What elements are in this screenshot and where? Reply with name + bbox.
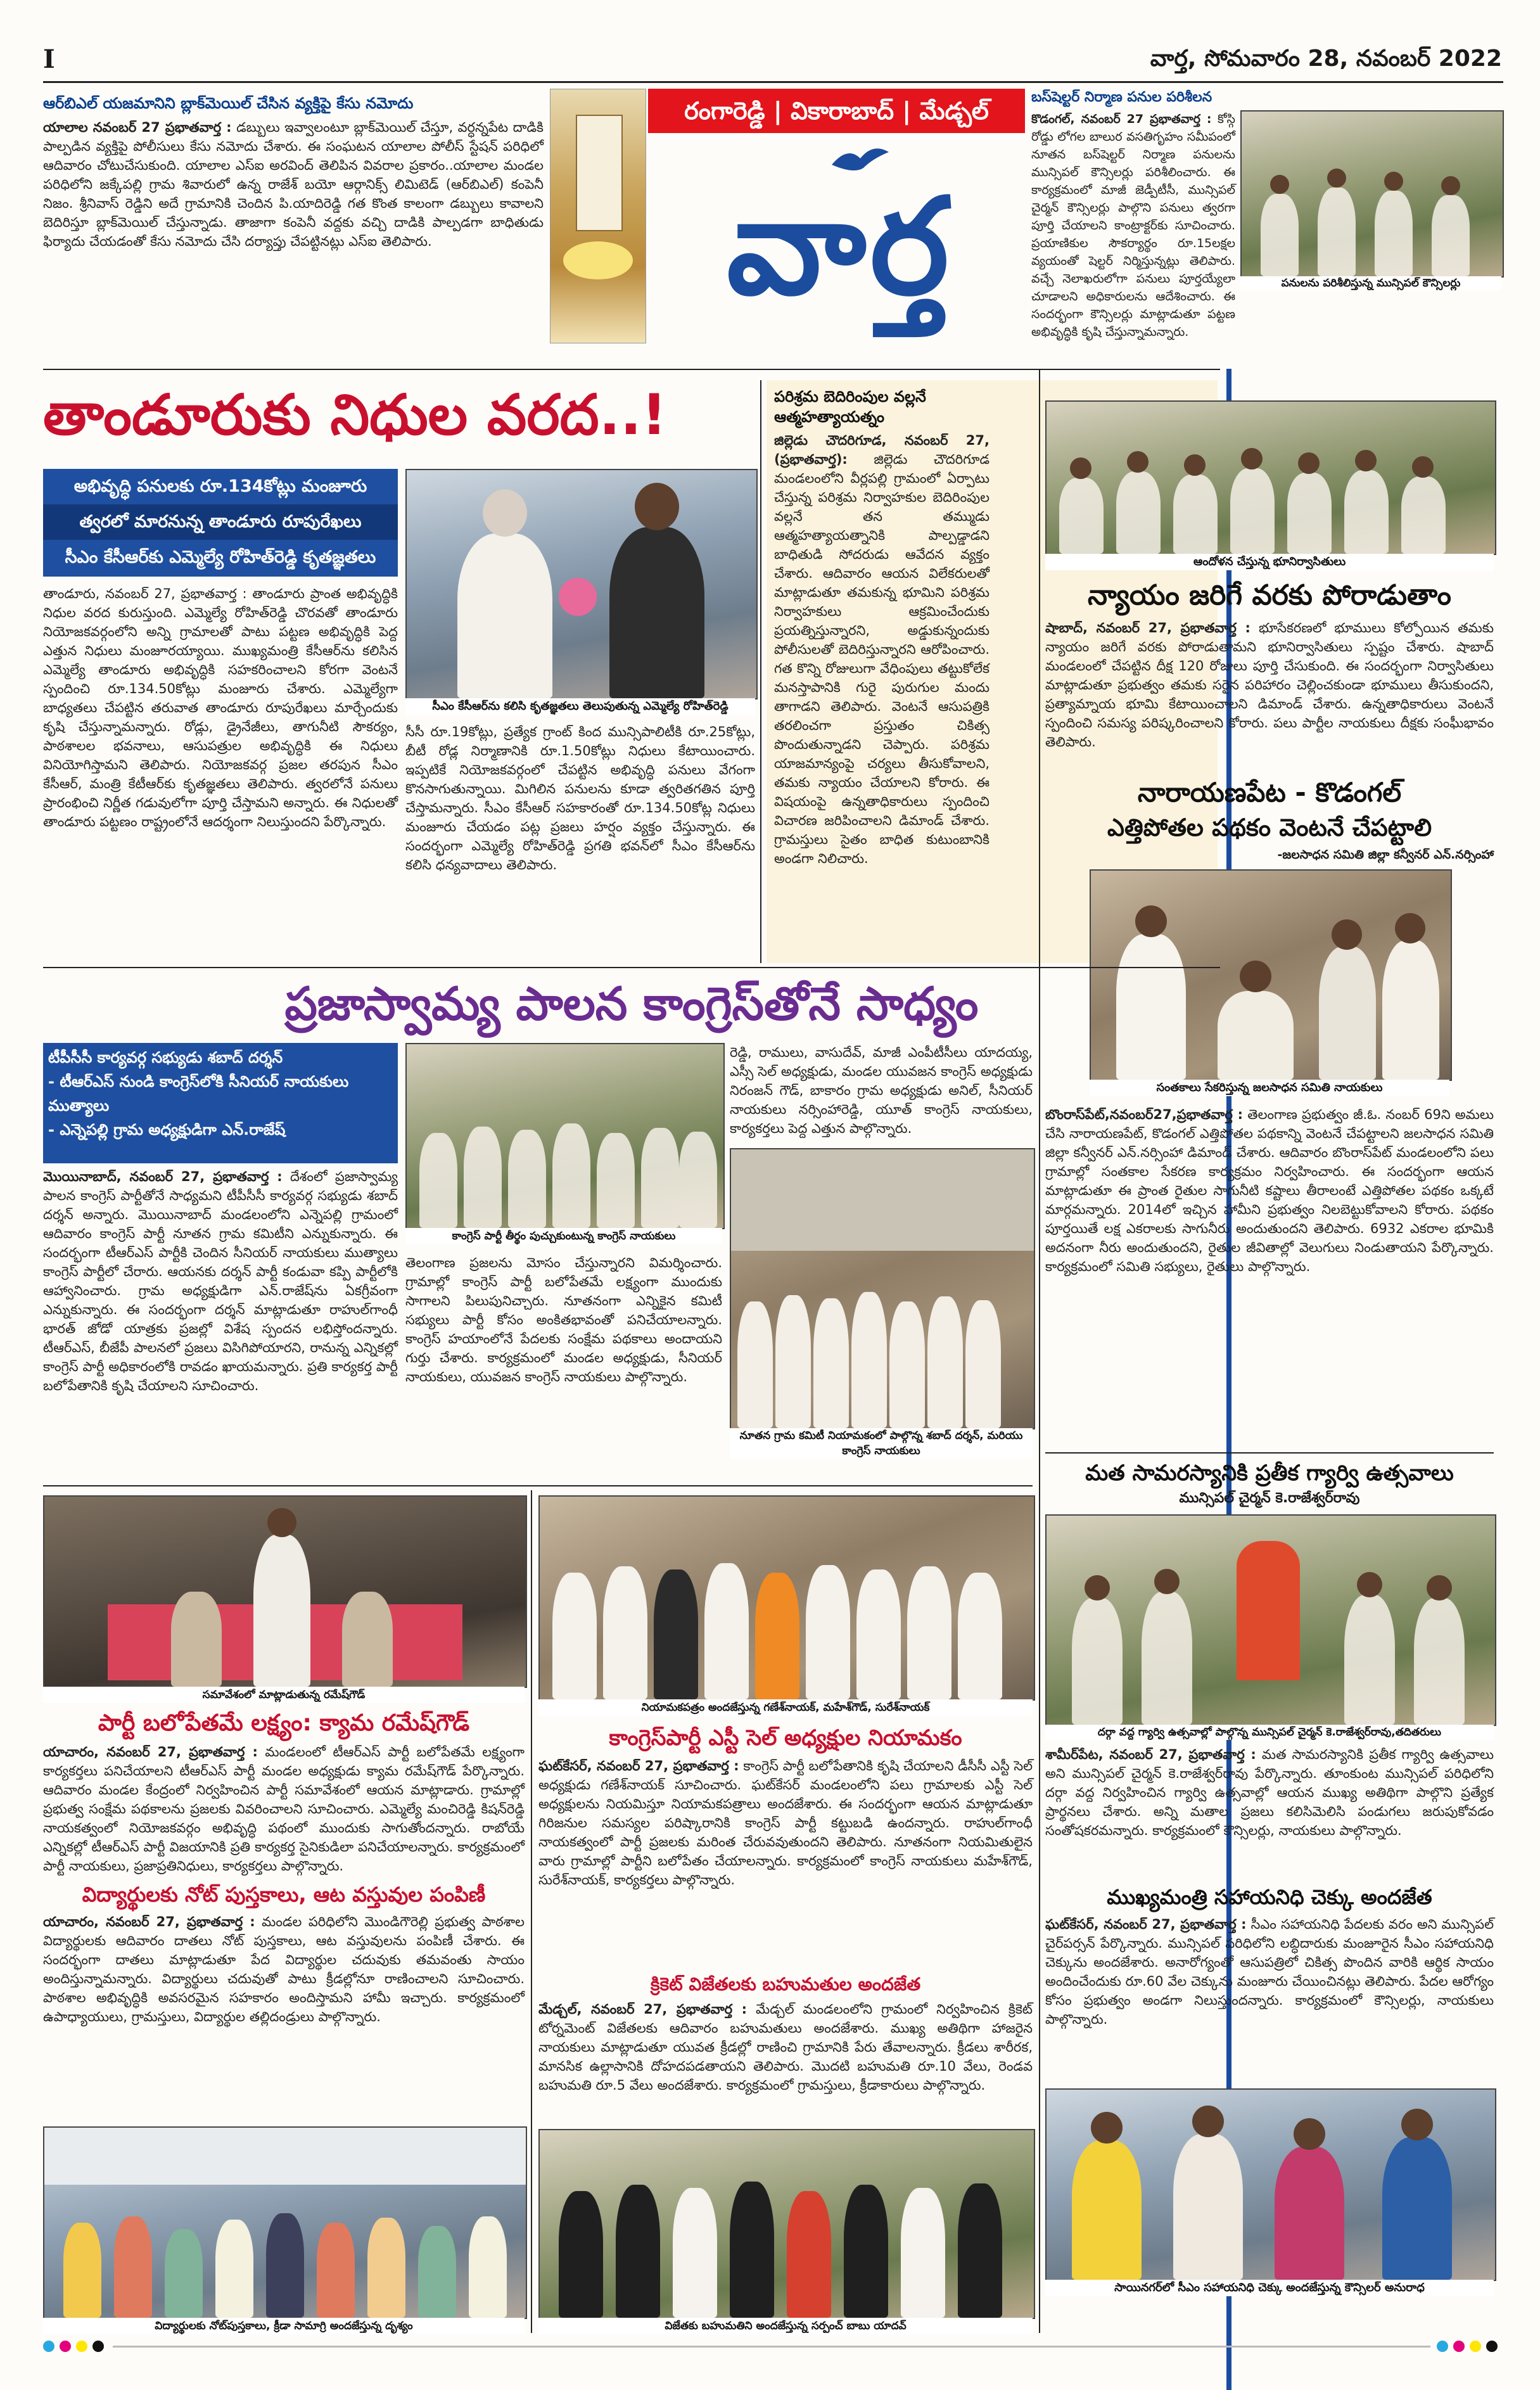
appoint-body bbox=[538, 1756, 1033, 1969]
lead-text-left: తాండూరు, నవంబర్ 27, ప్రభాతవార్త : తాండూరు ప్రాంత అభివృద్ధికి నిధుల వరద కురుస్తుంది. ఎమ్మెల్యే రోహిత్‌రెడ్డి చొరవతో తాండూరు నియోజకవర్గంలోని అన్ని గ్రామాలతో పాటు పట్టణ అభివృద్ధికి పెద్ద ఎత్తున నిధులు మంజూరయ్యాయి. ముఖ్యమంత్రి కేసీఆర్‌ను కలిసిన ఎమ్మెల్యే తాండూరు అభివృద్ధికి సహకరించాలని కోరగా వెంటనే స్పందించి రూ.134.50కోట్లు మంజూరు చేశారు. ఎమ్మెల్యేగా బాధ్యతలు చేపట్టిన తరువాత తాండూరు రూపురేఖలు మార్చేందుకు కృషి చేస్తున్నామన్నారు. రోడ్లు, డ్రైనేజీలు, తాగునీటి సౌకర్యం, పాఠశాలల భవనాలు, ఆసుపత్రుల అభివృద్ధికి ఈ నిధులు వినియోగిస్తామని తెలిపారు. నియోజకవర్గ ప్రజల తరపున సీఎం కేసీఆర్, మంత్రి కేటీఆర్‌కు కృతజ్ఞతలు తెలిపారు. త్వరలోనే పనులు ప్రారంభించి నిర్ణీత గడువులోగా పూర్తి చేస్తామని అన్నారు. ఈ నిధులతో తాండూరు పట్టణం రాష్ట్రంలోనే ఆదర్శంగా నిలుస్తుందని పేర్కొన్నారు. bbox=[43, 586, 398, 829]
cricket-photo bbox=[538, 2129, 1035, 2319]
books-caption: విద్యార్థులకు నోట్‌పుస్తకాలు, క్రీడా సామాగ్రి అందజేస్తున్న దృశ్యం bbox=[43, 2318, 525, 2334]
lead-body-left bbox=[43, 584, 398, 964]
narayanpet-headline-1: నారాయణపేట - కొడంగల్ bbox=[1137, 777, 1402, 808]
ramesh-dateline: యాచారం, నవంబర్ 27, ప్రభాతవార్త : bbox=[43, 1744, 258, 1760]
narayanpet-body bbox=[1045, 1105, 1494, 1447]
cmrf-caption: సాయినగర్‌లో సీఎం సహాయనిధి చెక్కు అందజేస్తున్న కౌన్సిలర్ అనురాధ bbox=[1045, 2280, 1494, 2296]
top-right-photo bbox=[1240, 110, 1504, 278]
congress-body-col1 bbox=[43, 1167, 398, 1484]
top-left-text: డబ్బులు ఇవ్వాలంటూ బ్లాక్‌మెయిల్ చేస్తూ, వర్ధన్నపేట దాడికి పాల్పడిన వ్యక్తిపై పోలీసులు కేసు నమోదు చేశారు. ఈ సంఘటన యాలాల పోలీస్ స్టేషన్ పరిధిలో ఆదివారం చోటుచేసుకుంది. యాలాల ఎస్ఐ అరవింద్ తెలిపిన వివరాల ప్రకారం..యాలాల మండల పరిధిలోని జక్కేపల్లి గ్రామ శివారులో ఉన్న రాజేశ్ బయో ఆర్గానిక్స్ లిమిటెడ్ (ఆర్‌బిఎల్) కంపెనీ నిజం. శ్రీనివాస్ రెడ్డిని అదే గ్రామానికి చెందిన పి.యాదిరెడ్డి గత కొంత కాలంగా డబ్బులు కావాలని బెదిరిస్తూ బ్లాక్‌మెయిల్ చేస్తున్నాడు. తాజాగా కంపెనీ వద్దకు వచ్చి దాడికి పాల్పడగా బాధితుడు ఫిర్యాదు చేయడంతో కేసు నమోదు చేసి దర్యాప్తు చేపట్టినట్లు ఎస్ఐ తెలిపారు. bbox=[43, 120, 544, 249]
protest-body bbox=[1045, 618, 1494, 770]
top-right-dateline: కొడంగల్, నవంబర్ 27 ప్రభాతవార్త : bbox=[1031, 112, 1212, 126]
narayanpet-dateline: బొంరాస్‌పేట్,నవంబర్27,ప్రభాతవార్త : bbox=[1045, 1107, 1244, 1122]
ramesh-headline: పార్టీ బలోపేతమే లక్ష్యం: క్యామ రమేష్‌గౌడ్ bbox=[98, 1710, 470, 1736]
guru-photo bbox=[1045, 1514, 1496, 1726]
congress-deck bbox=[43, 1043, 398, 1163]
farmer-body bbox=[774, 431, 990, 957]
ramesh-text: మండలంలో టీఆర్ఎస్ పార్టీ బలోపేతమే లక్ష్యంగా కార్యకర్తలు పనిచేయాలని టీఆర్ఎస్ పార్టీ మండల అధ్యక్షుడు క్యామ రమేష్‌గౌడ్ పేర్కొన్నారు. ఆదివారం మండల కేంద్రంలో నిర్వహించిన పార్టీ సమావేశంలో ఆయన మాట్లాడారు. గ్రామాల్లో ప్రభుత్వ సంక్షేమ పథకాలను ప్రజలకు వివరించాలని సూచించారు. ఎమ్మెల్యే మంచిరెడ్డి కిషన్‌రెడ్డి నాయకత్వంలో నియోజకవర్గం అభివృద్ధి పథంలో ముందుకు సాగుతోందన్నారు. రాబోయే ఎన్నికల్లో టీఆర్ఎస్ పార్టీ విజయానికి ప్రతి కార్యకర్త సైనికుడిలా పనిచేయాలన్నారు. కార్యక్రమంలో పార్టీ నాయకులు, ప్రజాప్రతినిధులు, కార్యకర్తలు పాల్గొన్నారు. bbox=[43, 1744, 525, 1874]
appoint-text: కాంగ్రెస్ పార్టీ బలోపేతానికి కృషి చేయాలని డీసీసీ ఎస్టీ సెల్ అధ్యక్షుడు గణేశ్‌నాయక్ సూచించారు. ఘట్‌కేసర్ మండలంలోని పలు గ్రామాలకు ఎస్టీ సెల్ అధ్యక్షులను నియమిస్తూ నియామకపత్రాలు అందజేశారు. ఈ సందర్భంగా ఆయన మాట్లాడుతూ గిరిజనుల సమస్యల పరిష్కారానికి కాంగ్రెస్ పార్టీ కట్టుబడి ఉందన్నారు. రాహుల్‌గాంధీ నాయకత్వంలో పార్టీ ప్రజలకు మరింత చేరువవుతుందని తెలిపారు. నూతనంగా నియమితులైన వారు గ్రామాల్లో పార్టీని బలోపేతం చేయాలన్నారు. కార్యక్రమంలో కాంగ్రెస్ నాయకులు మహేశ్‌గౌడ్, సురేశ్‌నాయక్, కార్యకర్తలు పాల్గొన్నారు. bbox=[538, 1758, 1033, 1888]
congress-deck-line-3: - ఎన్నెపల్లి గ్రామ అధ్యక్షుడిగా ఎన్.రాజేష్ bbox=[48, 1121, 286, 1139]
guru-byline: మున్సిపల్ చైర్మన్ కె.రాజేశ్వర్‌రావు bbox=[1179, 1490, 1360, 1506]
protest-text: భూసేకరణలో భూములు కోల్పోయిన తమకు న్యాయం జరిగే వరకు పోరాడుతామని భూనిర్వాసితులు స్పష్టం చేశారు. షాబాద్ మండలంలో చేపట్టిన దీక్ష 120 రోజులు పూర్తి చేసుకుంది. ఈ సందర్భంగా నిర్వాసితులు మాట్లాడుతూ ప్రభుత్వం తమకు సరైన పరిహారం చెల్లించకుండా భూములు తీసుకుందని, ప్రత్యామ్నాయ భూమి కేటాయించాలని డిమాండ్ చేశారు. ఉన్నతాధికారులు వెంటనే స్పందించి సమస్య పరిష్కరించాలని కోరారు. పలు పార్టీల నాయకులు దీక్షకు సంఘీభావం తెలిపారు. bbox=[1045, 620, 1494, 750]
cmrf-body bbox=[1045, 1915, 1494, 2082]
top-left-headline: ఆర్‌బిఎల్ యజమానిని బ్లాక్‌మెయిల్ చేసిన వ్యక్తిపై కేసు నమోదు bbox=[43, 94, 414, 112]
protest-headline: న్యాయం జరిగే వరకు పోరాడుతాం bbox=[1088, 579, 1451, 611]
cmrf-text: సీఎం సహాయనిధి పేదలకు వరం అని మున్సిపల్ చైర్‌పర్సన్ పేర్కొన్నారు. మున్సిపల్ పరిధిలోని లబ్ధిదారుకు మంజూరైన సీఎం సహాయనిధి చెక్కును అందజేశారు. అనారోగ్యంతో ఆసుపత్రిలో చికిత్స పొందిన వారికి ఆర్థిక సాయం అందించేందుకు రూ.60 వేల చెక్కును మంజూరు చేయించినట్లు తెలిపారు. పేదల ఆరోగ్యం కోసం ప్రభుత్వం అండగా నిలుస్తుందన్నారు. కార్యక్రమంలో కౌన్సిలర్లు, నాయకులు పాల్గొన్నారు. bbox=[1045, 1917, 1494, 2027]
top-right-headline: బస్‌షెల్టర్ నిర్మాణ పనుల పరిశీలన bbox=[1031, 89, 1212, 105]
ramesh-caption: సమావేశంలో మాట్లాడుతున్న రమేష్‌గౌడ్ bbox=[43, 1687, 525, 1703]
lead-deck-line-1: అభివృద్ధి పనులకు రూ.134కోట్లు మంజూరు bbox=[43, 469, 398, 504]
books-dateline: యాచారం, నవంబర్ 27, ప్రభాతవార్త : bbox=[43, 1914, 255, 1929]
top-right-story bbox=[1031, 89, 1503, 361]
books-headline: విద్యార్థులకు నోట్ పుస్తకాలు, ఆట వస్తువుల పంపిణీ bbox=[82, 1882, 486, 1907]
protest-photo bbox=[1045, 400, 1496, 555]
books-body bbox=[43, 1912, 525, 2121]
lead-text-right: సీసీ రూ.19కోట్లు, ప్రత్యేక గ్రాంట్ కింద మున్సిపాలిటీకి రూ.25కోట్లు, బీటీ రోడ్ల నిర్మాణానికి రూ.1.50కోట్లు నిధులు కేటాయించారు. ఇప్పటికే నియోజకవర్గంలో చేపట్టిన అభివృద్ధి పనులు వేగంగా కొనసాగుతున్నాయి. మిగిలిన పనులను కూడా త్వరితగతిన పూర్తి చేస్తామన్నారు. సీఎం కేసీఆర్ సహకారంతో రూ.134.50కోట్ల నిధులు మంజూరు చేయడం పట్ల ప్రజలు హర్షం వ్యక్తం చేస్తున్నారు. ఈ సందర్భంగా ఎమ్మెల్యే రోహిత్‌రెడ్డి ప్రగతి భవన్‌లో సీఎం కేసీఆర్‌ను కలిసి ధన్యవాదాలు తెలిపారు. bbox=[405, 724, 755, 872]
masthead-logo: వార్త bbox=[727, 169, 953, 324]
appoint-dateline: ఘట్‌కేసర్, నవంబర్ 27, ప్రభాతవార్త : bbox=[538, 1758, 739, 1773]
lead-deck bbox=[43, 469, 398, 577]
congress-photo-2-caption: నూతన గ్రామ కమిటీ నియామకంలో పాల్గొన్న శబాద్ దర్శన్, మరియు కాంగ్రెస్ నాయకులు bbox=[730, 1428, 1033, 1459]
guru-caption: దర్గా వద్ద గ్యార్వి ఉత్సవాల్లో పాల్గొన్న మున్సిపల్ చైర్మన్ కె.రాజేశ్వర్‌రావు,తదితరులు bbox=[1045, 1725, 1494, 1740]
congress-body-col3 bbox=[730, 1043, 1033, 1144]
cmrf-headline: ముఖ్యమంత్రి సహాయనిధి చెక్కు అందజేత bbox=[1107, 1885, 1432, 1909]
cricket-body bbox=[538, 2000, 1033, 2126]
guru-body bbox=[1045, 1745, 1494, 1878]
narayanpet-text: తెలంగాణ ప్రభుత్వం జీ.ఓ. నంబర్ 69ని అమలు చేసి నారాయణపేట్, కొడంగల్ ఎత్తిపోతల పథకాన్ని వెంటనే చేపట్టాలని జలసాధన సమితి జిల్లా కన్వీనర్ ఎన్.నర్సింహా డిమాండ్ చేశారు. ఆదివారం బొంరాస్‌పేట్ మండలంలోని పలు గ్రామాల్లో సంతకాల సేకరణ కార్యక్రమం నిర్వహించారు. ఈ సందర్భంగా ఆయన మాట్లాడుతూ ఈ ప్రాంత రైతుల సాగునీటి కష్టాలు తీరాలంటే ఎత్తిపోతల పథకం ఒక్కటే మార్గమన్నారు. 2014లో ఇచ్చిన హామీని ప్రభుత్వం నిలబెట్టుకోవాలని కోరారు. పథకం పూర్తయితే లక్ష ఎకరాలకు సాగునీరు అందుతుందని తెలిపారు. 6932 ఎకరాల భూమికి అదనంగా నీరు అందుతుందని, రైతుల జీవితాల్లో వెలుగులు నిండుతాయని పేర్కొన్నారు. కార్యక్రమంలో సమితి సభ్యులు, రైతులు పాల్గొన్నారు. bbox=[1045, 1107, 1494, 1274]
farmer-dateline: జిల్లెడు చౌదరిగూడ, నవంబర్ 27,(ప్రభాతవార్త): bbox=[774, 433, 990, 467]
top-right-caption: పనులను పరిశీలిస్తున్న మున్సిపల్ కౌన్సిలర్లు bbox=[1240, 276, 1501, 290]
cricket-headline: క్రికెట్ విజేతలకు బహుమతుల అందజేత bbox=[650, 1974, 921, 1995]
ramesh-body bbox=[43, 1742, 525, 1877]
top-right-text: కోస్గి రోడ్డు లోగల బాలుర వసతిగృహం సమీపంలో నూతన బస్‌షెల్టర్ నిర్మాణ పనులను మున్సిపల్ కౌన్సిలర్లు పరిశీలించారు. ఈ కార్యక్రమంలో మాజీ జెడ్పీటీసీ, మున్సిపల్ చైర్మన్ కౌన్సిలర్లు పాల్గొని పనులు త్వరగా పూర్తి చేయాలని కాంట్రాక్టర్‌కు సూచించారు. ప్రయాణికుల సౌకర్యార్థం రూ.15లక్షల వ్యయంతో షెల్టర్ నిర్మిస్తున్నట్లు తెలిపారు. వచ్చే నెలాఖరులోగా పనులు పూర్తయ్యేలా చూడాలని అధికారులను ఆదేశించారు. ఈ సందర్భంగా కౌన్సిలర్లు మాట్లాడుతూ పట్టణ అభివృద్ధికి కృషి చేస్తున్నామన్నారు. bbox=[1031, 112, 1235, 339]
guru-headline: మత సామరస్యానికి ప్రతీక గ్యార్వి ఉత్సవాలు bbox=[1085, 1460, 1454, 1486]
lead-photo-caption: సీఎం కేసీఆర్‌ను కలిసి కృతజ్ఞతలు తెలుపుతున్న ఎమ్మెల్యే రోహిత్‌రెడ్డి bbox=[405, 698, 755, 715]
congress-photo-1 bbox=[405, 1043, 725, 1229]
lead-deck-line-3: సీఎం కేసీఆర్‌కు ఎమ్మెల్యే రోహిత్‌రెడ్డి కృతజ్ఞతలు bbox=[43, 540, 398, 575]
ramesh-photo bbox=[43, 1495, 527, 1688]
lead-banner: తాండూరుకు నిధుల వరద..! bbox=[43, 382, 667, 447]
cmrf-photo bbox=[1045, 2088, 1496, 2281]
lead-deck-line-2: త్వరలో మారనున్న తాండూరు రూపురేఖలు bbox=[43, 504, 398, 540]
congress-banner: ప్రజాస్వామ్య పాలన కాంగ్రెస్‌తోనే సాధ్యం bbox=[284, 977, 979, 1030]
masthead-rule bbox=[43, 81, 1503, 83]
cricket-text: మేడ్చల్ మండలంలోని గ్రామంలో నిర్వహించిన క్రికెట్ టోర్నమెంట్ విజేతలకు ఆదివారం బహుమతులు అందజేశారు. ముఖ్య అతిథిగా హాజరైన నాయకులు మాట్లాడుతూ యువత క్రీడల్లో రాణించి గ్రామానికి పేరు తేవాలన్నారు. క్రీడలు శారీరక, మానసిక ఉల్లాసానికి దోహదపడతాయని తెలిపారు. మొదటి బహుమతి రూ.10 వేలు, రెండవ బహుమతి రూ.5 వేలు అందజేశారు. కార్యక్రమంలో గ్రామస్తులు, క్రీడాకారులు పాల్గొన్నారు. bbox=[538, 2002, 1033, 2093]
books-text: మండల పరిధిలోని మొండిగౌరెల్లి ప్రభుత్వ పాఠశాల విద్యార్థులకు ఆదివారం దాతలు నోట్ పుస్తకాలు, ఆట వస్తువులను పంపిణీ చేశారు. ఈ సందర్భంగా దాతలు మాట్లాడుతూ పేద విద్యార్థుల చదువుకు తమవంతు సాయం అందిస్తున్నామన్నారు. విద్యార్థులు చదువుతో పాటు క్రీడల్లోనూ రాణించాలని సూచించారు. పాఠశాల అభివృద్ధికి అవసరమైన సహకారం అందిస్తామని హామీ ఇచ్చారు. కార్యక్రమంలో ఉపాధ్యాయులు, గ్రామస్తులు, విద్యార్థుల తల్లిదండ్రులు పాల్గొన్నారు. bbox=[43, 1914, 525, 2024]
top-left-body bbox=[43, 118, 544, 365]
cricket-dateline: మేడ్చల్, నవంబర్ 27, ప్రభాతవార్త : bbox=[538, 2002, 748, 2017]
congress-dateline: మొయినాబాద్, నవంబర్ 27, ప్రభాతవార్త : bbox=[43, 1169, 283, 1184]
masthead-logo-block bbox=[550, 89, 1025, 342]
page-marker: I bbox=[43, 44, 55, 74]
guru-dateline: శామీర్‌పేట, నవంబర్ 27, ప్రభాతవార్త : bbox=[1045, 1747, 1256, 1762]
appoint-headline: కాంగ్రెస్‌పార్టీ ఎస్టీ సెల్ అధ్యక్షుల నియామకం bbox=[609, 1725, 962, 1751]
narayanpet-headline-2: ఎత్తిపోతల పథకం వెంటనే చేపట్టాలి bbox=[1107, 814, 1432, 841]
registration-bar bbox=[43, 2341, 1500, 2353]
lead-body-right bbox=[405, 722, 755, 964]
region-banner: రంగారెడ్డి | వికారాబాద్ | మేడ్చల్ bbox=[648, 89, 1025, 133]
top-left-dateline: యాలాల నవంబర్ 27 ప్రభాతవార్త : bbox=[43, 120, 232, 135]
congress-photo-2 bbox=[730, 1148, 1035, 1429]
protest-dateline: షాబాద్, నవంబర్ 27, ప్రభాతవార్త : bbox=[1045, 620, 1250, 636]
congress-photo-1-caption: కాంగ్రెస్ పార్టీ తీర్థం పుచ్చుకుంటున్న కాంగ్రెస్ నాయకులు bbox=[405, 1228, 722, 1244]
top-right-body-a bbox=[1031, 110, 1235, 339]
guru-text: మత సామరస్యానికి ప్రతీక గ్యార్వి ఉత్సవాలు అని మున్సిపల్ చైర్మన్ కె.రాజేశ్వర్‌రావు పేర్కొన్నారు. తూంకుంట మున్సిపల్ పరిధిలోని దర్గా వద్ద నిర్వహించిన గ్యార్వి ఉత్సవాల్లో ఆయన ముఖ్య అతిథిగా పాల్గొని ప్రత్యేక ప్రార్థనలు చేశారు. అన్ని మతాల ప్రజలు కలిసిమెలిసి పండుగలు జరుపుకోవడం సంతోషకరమన్నారు. కార్యక్రమంలో కౌన్సిలర్లు, నాయకులు పాల్గొన్నారు. bbox=[1045, 1747, 1494, 1838]
protest-caption: ఆందోళన చేస్తున్న భూనిర్వాసితులు bbox=[1045, 554, 1494, 570]
congress-deck-line-2: - టీఆర్ఎస్ నుండి కాంగ్రెస్‌లోకి సీనియర్ నాయకులు ముత్యాలు bbox=[48, 1073, 349, 1115]
appoint-caption: నియామకపత్రం అందజేస్తున్న గణేశ్‌నాయక్, మహేశ్‌గౌడ్, సురేశ్‌నాయక్ bbox=[538, 1699, 1033, 1716]
appoint-photo bbox=[538, 1495, 1035, 1701]
lead-photo bbox=[405, 469, 758, 700]
narayanpet-byline: -జలసాధన సమితి జిల్లా కన్వీనర్ ఎన్.నర్సింహా bbox=[1277, 848, 1494, 862]
congress-text-2: తెలంగాణ ప్రజలను మోసం చేస్తున్నారని విమర్శించారు. గ్రామాల్లో కాంగ్రెస్ పార్టీ బలోపేతమే లక్ష్యంగా ముందుకు సాగాలని పిలుపునిచ్చారు. నూతనంగా ఎన్నికైన కమిటీ సభ్యులు పార్టీ కోసం అంకితభావంతో పనిచేయాలన్నారు. కాంగ్రెస్ హయాంలోనే పేదలకు సంక్షేమ పథకాలు అందాయని గుర్తు చేశారు. కార్యక్రమంలో మండల అధ్యక్షుడు, సీనియర్ నాయకులు, యువజన కాంగ్రెస్ నాయకులు పాల్గొన్నారు. bbox=[405, 1255, 722, 1384]
books-photo bbox=[43, 2126, 527, 2319]
cricket-caption: విజేతకు బహుమతిని అందజేస్తున్న సర్పంచ్ బాబు యాదవ్ bbox=[538, 2318, 1033, 2334]
narayanpet-caption: సంతకాలు సేకరిస్తున్న జలసాధన సమితి నాయకులు bbox=[1090, 1080, 1449, 1096]
date-line: వార్త, సోమవారం 28, నవంబర్ 2022 bbox=[1150, 46, 1502, 72]
temple-image bbox=[550, 89, 646, 343]
farmer-text: జిల్లెడు చౌదరిగూడ మండలంలోని వీర్లపల్లి గ్రామంలో ఏర్పాటు చేస్తున్న పరిశ్రమ నిర్వాహకుల బెదిరింపుల వల్లనే తన తమ్ముడు ఆత్మహత్యాయత్నానికి పాల్పడ్డాడని బాధితుడి సోదరుడు ఆవేదన వ్యక్తం చేశారు. ఆదివారం ఆయన విలేకరులతో మాట్లాడుతూ తమకున్న భూమిని పరిశ్రమ నిర్వాహకులు ఆక్రమించేందుకు ప్రయత్నిస్తున్నారని, అడ్డుకున్నందుకు పోలీసులతో బెదిరిస్తున్నారని ఆరోపించారు. గత కొన్ని రోజులుగా వేధింపులు తట్టుకోలేక మనస్తాపానికి గురై పురుగుల మందు తాగాడని తెలిపారు. వెంటనే ఆసుపత్రికి తరలించగా ప్రస్తుతం చికిత్స పొందుతున్నాడని చెప్పారు. పరిశ్రమ యాజమాన్యంపై చర్యలు తీసుకోవాలని, తమకు న్యాయం చేయాలని కోరారు. ఈ విషయంపై ఉన్నతాధికారులు స్పందించి విచారణ జరిపించాలని డిమాండ్ చేశారు. గ్రామస్తులు సైతం బాధిత కుటుంబానికి అండగా నిలిచారు. bbox=[774, 452, 990, 866]
cmrf-dateline: ఘట్‌కేసర్, నవంబర్ 27, ప్రభాతవార్త : bbox=[1045, 1917, 1247, 1932]
congress-text-1: దేశంలో ప్రజాస్వామ్య పాలన కాంగ్రెస్ పార్టీతోనే సాధ్యమని టీపీసీసీ కార్యవర్గ సభ్యుడు శబాద్ దర్శన్ అన్నారు. మొయినాబాద్ మండలంలోని ఎన్నెపల్లి గ్రామంలో ఆదివారం కాంగ్రెస్ పార్టీ నూతన గ్రామ కమిటీని ఎన్నుకున్నారు. ఈ సందర్భంగా టీఆర్ఎస్ పార్టీకి చెందిన సీనియర్ నాయకులు ముత్యాలు కాంగ్రెస్ పార్టీలో చేరారు. ఆయనకు దర్శన్ పార్టీ కండువా కప్పి పార్టీలోకి ఆహ్వానించారు. గ్రామ అధ్యక్షుడిగా ఎన్.రాజేష్‌ను ఏకగ్రీవంగా ఎన్నుకున్నారు. ఈ సందర్భంగా దర్శన్ మాట్లాడుతూ రాహుల్‌గాంధీ భారత్ జోడో యాత్రకు ప్రజల్లో విశేష స్పందన లభిస్తోందన్నారు. టీఆర్ఎస్, బీజేపీ పాలనలో ప్రజలు విసిగిపోయారని, రానున్న ఎన్నికల్లో కాంగ్రెస్ పార్టీ అధికారంలోకి రావడం ఖాయమన్నారు. ప్రతి కార్యకర్త పార్టీ బలోపేతానికి కృషి చేయాలని సూచించారు. bbox=[43, 1169, 398, 1393]
congress-text-3: రెడ్డి, రాములు, వాసుదేవ్, మాజీ ఎంపీటీసీలు యాదయ్య, ఎస్సీ సెల్ అధ్యక్షుడు, మండల యువజన కాంగ్రెస్ అధ్యక్షుడు నిరంజన్ గౌడ్, బాకారం గ్రామ అధ్యక్షుడు అనిల్, సీనియర్ నాయకులు నర్సింహారెడ్డి, యూత్ కాంగ్రెస్ నాయకులు, కార్యకర్తలు పెద్ద ఎత్తున పాల్గొన్నారు. bbox=[730, 1045, 1033, 1136]
congress-body-col2 bbox=[405, 1253, 722, 1484]
farmer-headline: పరిశ్రమ బెదిరింపుల వల్లనే ఆత్మహత్యాయత్నం bbox=[774, 388, 926, 426]
congress-deck-line-1: టీపీసీసీ కార్యవర్గ సభ్యుడు శబాద్ దర్శన్ bbox=[48, 1049, 283, 1066]
